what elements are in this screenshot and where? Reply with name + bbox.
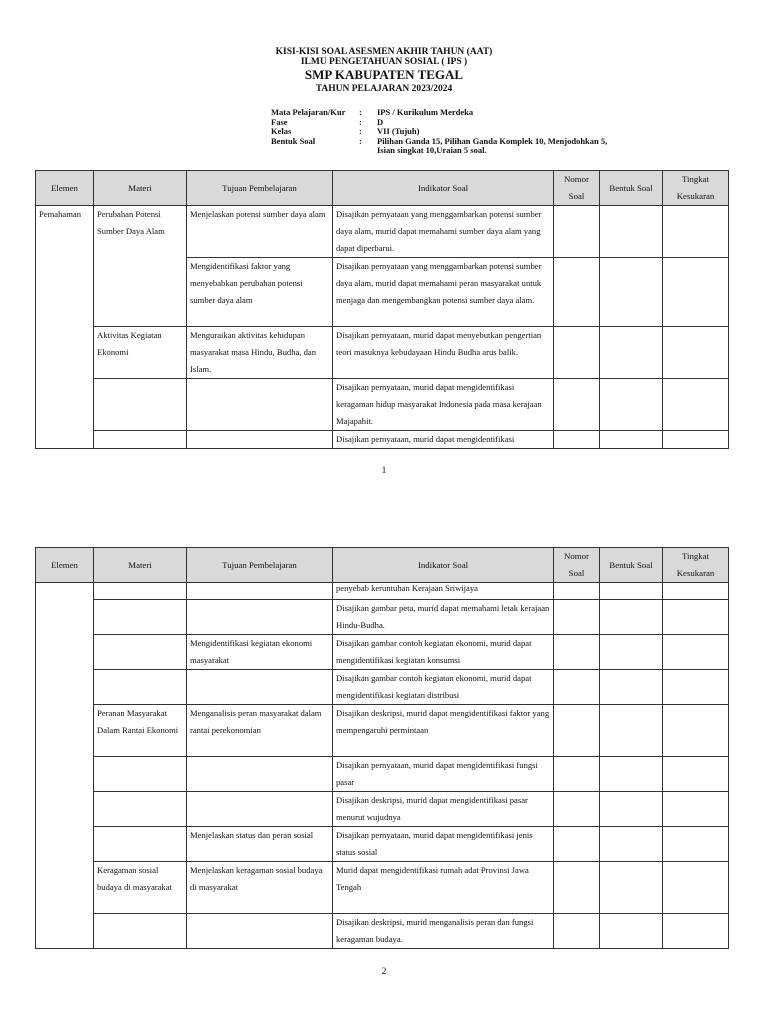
grid-table-page-2 — [35, 547, 729, 949]
cell-nomor — [554, 379, 600, 431]
table-row — [36, 583, 729, 600]
info-row-question-type — [271, 137, 627, 156]
cell-nomor — [554, 827, 600, 862]
cell-nomor — [554, 705, 600, 757]
cell-tingkat — [663, 827, 729, 862]
cell-bentuk — [600, 705, 663, 757]
table-row — [36, 327, 729, 379]
cell-materi — [94, 431, 187, 449]
info-key: Bentuk Soal — [271, 135, 316, 146]
cell-tujuan: Menjelaskan status dan peran sosial — [187, 827, 333, 862]
cell-nomor — [554, 431, 600, 449]
cell-indikator: Disajikan pernyataan, murid dapat mengidentifikasi fungsi pasar — [333, 757, 554, 792]
cell-tujuan — [187, 792, 333, 827]
cell-materi: Aktivitas Kegiatan Ekonomi — [94, 327, 187, 379]
cell-materi — [94, 258, 187, 327]
cell-indikator: penyebab keruntuhan Kerajaan Sriwijaya — [333, 583, 554, 600]
cell-elemen — [36, 600, 94, 635]
table-row — [36, 914, 729, 949]
page-number: 1 — [381, 466, 387, 476]
col-header-materi: Materi — [94, 548, 187, 583]
col-header-elemen: Elemen — [36, 171, 94, 206]
cell-indikator: Disajikan pernyataan, murid dapat mengidentifikasi — [333, 431, 554, 449]
cell-tujuan — [187, 670, 333, 705]
cell-tujuan — [187, 431, 333, 449]
col-header-tujuan: Tujuan Pembelajaran — [187, 171, 333, 206]
cell-nomor — [554, 600, 600, 635]
cell-materi — [94, 379, 187, 431]
table-header-row — [36, 548, 729, 583]
cell-indikator: Disajikan gambar contoh kegiatan ekonomi, murid dapat mengidentifikasi kegiatan konsumsi — [333, 635, 554, 670]
info-key: Mata Pelajaran/Kur — [271, 107, 346, 117]
cell-elemen — [36, 379, 94, 431]
info-value: IPS / Kurikulum Merdeka — [377, 107, 474, 117]
col-header-nomor: Nomor Soal — [554, 548, 600, 583]
cell-bentuk — [600, 431, 663, 449]
cell-tingkat — [663, 914, 729, 949]
cell-materi — [94, 792, 187, 827]
cell-indikator: Disajikan deskripsi, murid dapat mengidentifikasi pasar menurut wujudnya — [333, 792, 554, 827]
cell-tujuan — [187, 379, 333, 431]
cell-nomor — [554, 862, 600, 914]
table-row — [36, 206, 729, 258]
table-row — [36, 258, 729, 327]
cell-materi: Peranan Masyarakat Dalam Rantai Ekonomi — [94, 705, 187, 757]
info-value: VII (Tujuh) — [377, 126, 420, 137]
info-value: D — [377, 116, 384, 127]
cell-elemen — [36, 635, 94, 670]
cell-elemen — [36, 583, 94, 600]
cell-materi — [94, 914, 187, 949]
info-separator: : — [359, 116, 362, 127]
cell-tujuan — [187, 757, 333, 792]
cell-elemen — [36, 431, 94, 449]
col-header-elemen: Elemen — [36, 548, 94, 583]
cell-elemen — [36, 862, 94, 914]
table-row — [36, 827, 729, 862]
cell-indikator: Disajikan gambar contoh kegiatan ekonomi, murid dapat mengidentifikasi kegiatan distribusi — [333, 670, 554, 705]
cell-tujuan — [187, 583, 333, 600]
cell-tingkat — [663, 792, 729, 827]
cell-bentuk — [600, 327, 663, 379]
cell-bentuk — [600, 827, 663, 862]
cell-materi — [94, 635, 187, 670]
cell-elemen — [36, 327, 94, 379]
cell-tingkat — [663, 635, 729, 670]
cell-tujuan: Mengidentifikasi kegiatan ekonomi masyarakat — [187, 635, 333, 670]
col-header-nomor: Nomor Soal — [554, 171, 600, 206]
cell-nomor — [554, 583, 600, 600]
cell-tingkat — [663, 583, 729, 600]
cell-nomor — [554, 670, 600, 705]
document-info-block — [271, 108, 627, 156]
col-header-tingkat: Tingkat Kesukaran — [663, 548, 729, 583]
cell-elemen — [36, 827, 94, 862]
cell-indikator: Disajikan pernyataan, murid dapat mengidentifikasi keragaman hidup masyarakat Indonesia pada masa kerajaan Majapahit. — [333, 379, 554, 431]
info-row-phase — [271, 118, 627, 128]
info-separator: : — [359, 126, 362, 137]
info-key: Kelas — [271, 126, 292, 137]
cell-nomor — [554, 914, 600, 949]
table-row — [36, 792, 729, 827]
cell-elemen — [36, 705, 94, 757]
table-row — [36, 757, 729, 792]
cell-tujuan: Menjelaskan potensi sumber daya alam — [187, 206, 333, 258]
cell-tujuan: Mengidentifikasi faktor yang menyebabkan perubahan potensi sumber daya alam — [187, 258, 333, 327]
cell-bentuk — [600, 757, 663, 792]
col-header-indikator: Indikator Soal — [333, 171, 554, 206]
cell-elemen — [36, 792, 94, 827]
cell-tujuan — [187, 914, 333, 949]
cell-tingkat — [663, 258, 729, 327]
cell-elemen — [36, 670, 94, 705]
cell-bentuk — [600, 635, 663, 670]
cell-materi — [94, 827, 187, 862]
table-row — [36, 862, 729, 914]
cell-tingkat — [663, 379, 729, 431]
cell-bentuk — [600, 792, 663, 827]
cell-indikator: Disajikan pernyataan yang menggambarkan potensi sumber daya alam, murid dapat memahami sumber daya alam yang dapat diperbarui. — [333, 206, 554, 258]
cell-tingkat — [663, 600, 729, 635]
doc-title-line1: KISI-KISI SOAL ASESMEN AKHIR TAHUN (AAT) — [275, 47, 493, 57]
info-separator: : — [359, 107, 362, 117]
col-header-materi: Materi — [94, 171, 187, 206]
cell-elemen — [36, 914, 94, 949]
table-header-row — [36, 171, 729, 206]
cell-materi — [94, 583, 187, 600]
cell-bentuk — [600, 379, 663, 431]
table-row — [36, 379, 729, 431]
cell-tingkat — [663, 862, 729, 914]
cell-tujuan: Menjelaskan keragaman sosial budaya di masyarakat — [187, 862, 333, 914]
cell-materi: Keragaman sosial budaya di masyarakat — [94, 862, 187, 914]
cell-tingkat — [663, 206, 729, 258]
cell-elemen — [36, 757, 94, 792]
col-header-tingkat: Tingkat Kesukaran — [663, 171, 729, 206]
cell-bentuk — [600, 862, 663, 914]
cell-indikator: Disajikan pernyataan, murid dapat menyebutkan pengertian teori masuknya kebudayaan Hindu Budha arus balik. — [333, 327, 554, 379]
cell-bentuk — [600, 600, 663, 635]
cell-nomor — [554, 792, 600, 827]
cell-tingkat — [663, 670, 729, 705]
page-number: 2 — [381, 967, 387, 977]
table-row — [36, 600, 729, 635]
cell-tujuan: Menguraikan aktivitas kehidupan masyarakat masa Hindu, Budha, dan Islam. — [187, 327, 333, 379]
col-header-bentuk: Bentuk Soal — [600, 171, 663, 206]
cell-bentuk — [600, 206, 663, 258]
info-key: Fase — [271, 116, 288, 127]
cell-bentuk — [600, 670, 663, 705]
cell-materi — [94, 757, 187, 792]
col-header-bentuk: Bentuk Soal — [600, 548, 663, 583]
cell-bentuk — [600, 258, 663, 327]
cell-indikator: Disajikan deskripsi, murid dapat mengidentifikasi faktor yang mempengaruhi permintaan — [333, 705, 554, 757]
cell-elemen: Pemahaman — [36, 206, 94, 258]
cell-indikator: Disajikan gambar peta, murid dapat memahami letak kerajaan Hindu-Budha. — [333, 600, 554, 635]
cell-tujuan: Menganalisis peran masyarakat dalam rantai perekonomian — [187, 705, 333, 757]
info-value: Pilihan Ganda 15, Pilihan Ganda Komplek 10, Menjodohkan 5, Isian singkat 10,Uraian 5 soal. — [377, 135, 608, 156]
grid-table-page-1 — [35, 170, 729, 449]
cell-nomor — [554, 327, 600, 379]
cell-materi — [94, 600, 187, 635]
cell-tingkat — [663, 431, 729, 449]
cell-indikator: Murid dapat mengidentifikasi rumah adat Provinsi Jawa Tengah — [333, 862, 554, 914]
cell-nomor — [554, 206, 600, 258]
cell-indikator: Disajikan deskripsi, murid menganalisis peran dan fungsi keragaman budaya. — [333, 914, 554, 949]
cell-indikator: Disajikan pernyataan, murid dapat mengidentifikasi jenis status sosial — [333, 827, 554, 862]
cell-nomor — [554, 757, 600, 792]
cell-elemen — [36, 258, 94, 327]
cell-nomor — [554, 635, 600, 670]
doc-title-line2: ILMU PENGETAHUAN SOSIAL ( IPS ) — [300, 57, 468, 67]
cell-tingkat — [663, 705, 729, 757]
cell-indikator: Disajikan pernyataan yang menggambarkan potensi sumber daya alam, murid dapat memahami peran masyarakat untuk menjaga dan mengembangkan potensi sumber daya alam. — [333, 258, 554, 327]
table-row — [36, 670, 729, 705]
cell-materi — [94, 670, 187, 705]
cell-bentuk — [600, 583, 663, 600]
cell-nomor — [554, 258, 600, 327]
cell-materi: Perubahan Potensi Sumber Daya Alam — [94, 206, 187, 258]
table-row — [36, 705, 729, 757]
info-separator: : — [359, 135, 362, 146]
doc-school-name: SMP KABUPATEN TEGAL — [304, 67, 464, 82]
cell-tingkat — [663, 327, 729, 379]
col-header-indikator: Indikator Soal — [333, 548, 554, 583]
col-header-tujuan: Tujuan Pembelajaran — [187, 548, 333, 583]
info-row-subject — [271, 108, 627, 118]
cell-tujuan — [187, 600, 333, 635]
cell-tingkat — [663, 757, 729, 792]
cell-bentuk — [600, 914, 663, 949]
table-row — [36, 635, 729, 670]
table-row — [36, 431, 729, 449]
doc-academic-year: TAHUN PELAJARAN 2023/2024 — [315, 84, 453, 94]
